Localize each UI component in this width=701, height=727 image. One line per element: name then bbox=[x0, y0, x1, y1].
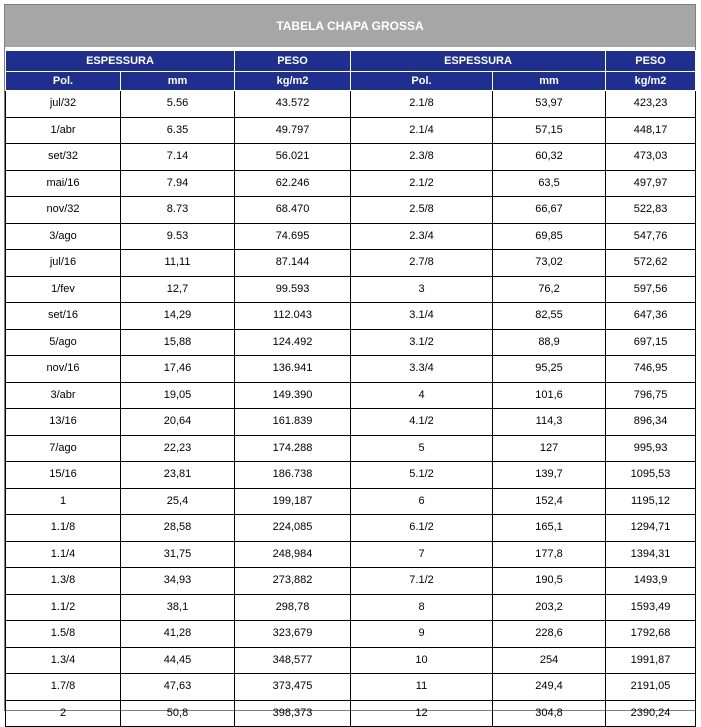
cell-mm-right: 177,8 bbox=[493, 541, 606, 568]
table-row bbox=[6, 117, 696, 144]
cell-mm-right: 249,4 bbox=[493, 674, 606, 701]
cell-kgm2-right: 896,34 bbox=[606, 409, 696, 436]
table-row bbox=[6, 223, 696, 250]
table-row bbox=[6, 462, 696, 489]
cell-mm-left: 25,4 bbox=[121, 488, 235, 515]
cell-kgm2-right: 1493,9 bbox=[606, 568, 696, 595]
cell-mm-right: 114,3 bbox=[493, 409, 606, 436]
cell-mm-left: 8.73 bbox=[121, 197, 235, 224]
table-row bbox=[6, 276, 696, 303]
cell-pol-right: 11 bbox=[351, 674, 493, 701]
cell-pol-left: 1.3/8 bbox=[6, 568, 121, 595]
unit-header-kgm2-right: kg/m2 bbox=[606, 72, 696, 91]
cell-kgm2-right: 697,15 bbox=[606, 329, 696, 356]
cell-mm-right: 190,5 bbox=[493, 568, 606, 595]
cell-mm-right: 139,7 bbox=[493, 462, 606, 489]
cell-pol-left: 1.7/8 bbox=[6, 674, 121, 701]
cell-kgm2-right: 1394,31 bbox=[606, 541, 696, 568]
cell-pol-right: 5 bbox=[351, 435, 493, 462]
header-espessura-right: ESPESSURA bbox=[351, 51, 606, 72]
cell-kgm2-left: 112.043 bbox=[235, 303, 351, 330]
cell-pol-right: 8 bbox=[351, 594, 493, 621]
table-row bbox=[6, 435, 696, 462]
cell-mm-right: 101,6 bbox=[493, 382, 606, 409]
cell-mm-left: 6.35 bbox=[121, 117, 235, 144]
cell-mm-left: 12,7 bbox=[121, 276, 235, 303]
thick-plate-table bbox=[5, 50, 696, 727]
cell-pol-right: 12 bbox=[351, 700, 493, 727]
cell-mm-left: 38,1 bbox=[121, 594, 235, 621]
cell-kgm2-right: 2390,24 bbox=[606, 700, 696, 727]
cell-mm-left: 5.56 bbox=[121, 91, 235, 118]
table-row bbox=[6, 382, 696, 409]
cell-mm-right: 165,1 bbox=[493, 515, 606, 542]
cell-pol-left: 2 bbox=[6, 700, 121, 727]
cell-kgm2-right: 1195,12 bbox=[606, 488, 696, 515]
cell-kgm2-left: 174.288 bbox=[235, 435, 351, 462]
cell-pol-right: 9 bbox=[351, 621, 493, 648]
table-row bbox=[6, 91, 696, 118]
cell-mm-left: 20,64 bbox=[121, 409, 235, 436]
cell-mm-left: 28,58 bbox=[121, 515, 235, 542]
cell-mm-right: 88,9 bbox=[493, 329, 606, 356]
table-row bbox=[6, 356, 696, 383]
cell-kgm2-left: 398,373 bbox=[235, 700, 351, 727]
cell-pol-right: 2.1/2 bbox=[351, 170, 493, 197]
cell-kgm2-left: 273,882 bbox=[235, 568, 351, 595]
cell-mm-right: 228,6 bbox=[493, 621, 606, 648]
table-frame bbox=[4, 4, 696, 719]
table-row bbox=[6, 515, 696, 542]
cell-kgm2-left: 248,984 bbox=[235, 541, 351, 568]
cell-pol-left: 3/ago bbox=[6, 223, 121, 250]
cell-kgm2-left: 199,187 bbox=[235, 488, 351, 515]
table-row bbox=[6, 250, 696, 277]
cell-kgm2-left: 43.572 bbox=[235, 91, 351, 118]
cell-mm-right: 304,8 bbox=[493, 700, 606, 727]
cell-kgm2-left: 161.839 bbox=[235, 409, 351, 436]
cell-pol-right: 4.1/2 bbox=[351, 409, 493, 436]
cell-pol-right: 2.3/4 bbox=[351, 223, 493, 250]
cell-pol-right: 2.1/8 bbox=[351, 91, 493, 118]
cell-pol-left: 1.1/4 bbox=[6, 541, 121, 568]
cell-mm-right: 57,15 bbox=[493, 117, 606, 144]
cell-kgm2-left: 124.492 bbox=[235, 329, 351, 356]
cell-mm-left: 34,93 bbox=[121, 568, 235, 595]
cell-kgm2-right: 647,36 bbox=[606, 303, 696, 330]
cell-kgm2-right: 1294,71 bbox=[606, 515, 696, 542]
cell-mm-right: 66,67 bbox=[493, 197, 606, 224]
cell-kgm2-right: 597,56 bbox=[606, 276, 696, 303]
cell-pol-left: 5/ago bbox=[6, 329, 121, 356]
cell-kgm2-left: 49.797 bbox=[235, 117, 351, 144]
cell-kgm2-left: 149.390 bbox=[235, 382, 351, 409]
cell-kgm2-left: 62.246 bbox=[235, 170, 351, 197]
cell-mm-left: 9.53 bbox=[121, 223, 235, 250]
cell-kgm2-right: 497,97 bbox=[606, 170, 696, 197]
cell-kgm2-left: 74.695 bbox=[235, 223, 351, 250]
cell-kgm2-right: 1991,87 bbox=[606, 647, 696, 674]
cell-pol-left: set/16 bbox=[6, 303, 121, 330]
cell-mm-right: 152,4 bbox=[493, 488, 606, 515]
cell-mm-left: 7.14 bbox=[121, 144, 235, 171]
cell-kgm2-left: 373,475 bbox=[235, 674, 351, 701]
cell-mm-left: 44,45 bbox=[121, 647, 235, 674]
cell-pol-left: 1.5/8 bbox=[6, 621, 121, 648]
unit-header-pol-left: Pol. bbox=[6, 72, 121, 91]
table-row bbox=[6, 568, 696, 595]
cell-pol-right: 4 bbox=[351, 382, 493, 409]
cell-kgm2-right: 796,75 bbox=[606, 382, 696, 409]
cell-kgm2-left: 186.738 bbox=[235, 462, 351, 489]
cell-kgm2-left: 298,78 bbox=[235, 594, 351, 621]
cell-mm-right: 82,55 bbox=[493, 303, 606, 330]
cell-pol-right: 3.1/2 bbox=[351, 329, 493, 356]
cell-mm-right: 69,85 bbox=[493, 223, 606, 250]
cell-pol-right: 10 bbox=[351, 647, 493, 674]
table-row bbox=[6, 647, 696, 674]
cell-pol-left: 1.1/2 bbox=[6, 594, 121, 621]
cell-pol-left: 1/fev bbox=[6, 276, 121, 303]
cell-kgm2-left: 136.941 bbox=[235, 356, 351, 383]
table-row bbox=[6, 674, 696, 701]
cell-pol-left: 1.3/4 bbox=[6, 647, 121, 674]
cell-kgm2-left: 323,679 bbox=[235, 621, 351, 648]
cell-kgm2-right: 448,17 bbox=[606, 117, 696, 144]
cell-mm-left: 17,46 bbox=[121, 356, 235, 383]
cell-kgm2-right: 1792,68 bbox=[606, 621, 696, 648]
cell-mm-left: 14,29 bbox=[121, 303, 235, 330]
cell-pol-left: mai/16 bbox=[6, 170, 121, 197]
cell-pol-right: 5.1/2 bbox=[351, 462, 493, 489]
cell-kgm2-right: 547,76 bbox=[606, 223, 696, 250]
cell-kgm2-left: 348,577 bbox=[235, 647, 351, 674]
cell-kgm2-left: 87.144 bbox=[235, 250, 351, 277]
cell-mm-right: 53,97 bbox=[493, 91, 606, 118]
cell-pol-left: 3/abr bbox=[6, 382, 121, 409]
table-row bbox=[6, 303, 696, 330]
unit-header-mm-right: mm bbox=[493, 72, 606, 91]
cell-pol-left: 1/abr bbox=[6, 117, 121, 144]
cell-mm-left: 41,28 bbox=[121, 621, 235, 648]
table-row bbox=[6, 197, 696, 224]
cell-pol-right: 7.1/2 bbox=[351, 568, 493, 595]
cell-pol-left: nov/16 bbox=[6, 356, 121, 383]
cell-pol-right: 6 bbox=[351, 488, 493, 515]
cell-mm-left: 23,81 bbox=[121, 462, 235, 489]
cell-kgm2-right: 572,62 bbox=[606, 250, 696, 277]
cell-mm-right: 95,25 bbox=[493, 356, 606, 383]
cell-pol-left: jul/32 bbox=[6, 91, 121, 118]
cell-pol-right: 2.7/8 bbox=[351, 250, 493, 277]
cell-mm-left: 15,88 bbox=[121, 329, 235, 356]
header-peso-right: PESO bbox=[606, 51, 696, 72]
cell-mm-left: 50,8 bbox=[121, 700, 235, 727]
cell-pol-right: 7 bbox=[351, 541, 493, 568]
unit-header-kgm2-left: kg/m2 bbox=[235, 72, 351, 91]
cell-kgm2-right: 1593,49 bbox=[606, 594, 696, 621]
cell-kgm2-right: 1095,53 bbox=[606, 462, 696, 489]
header-espessura-left: ESPESSURA bbox=[6, 51, 235, 72]
cell-mm-right: 254 bbox=[493, 647, 606, 674]
table-title: TABELA CHAPA GROSSA bbox=[5, 5, 695, 49]
cell-kgm2-right: 995,93 bbox=[606, 435, 696, 462]
cell-mm-left: 7.94 bbox=[121, 170, 235, 197]
cell-mm-left: 11,11 bbox=[121, 250, 235, 277]
unit-header-mm-left: mm bbox=[121, 72, 235, 91]
table-row bbox=[6, 144, 696, 171]
cell-kgm2-right: 746,95 bbox=[606, 356, 696, 383]
cell-mm-right: 73,02 bbox=[493, 250, 606, 277]
cell-pol-right: 2.5/8 bbox=[351, 197, 493, 224]
table-row bbox=[6, 594, 696, 621]
cell-kgm2-right: 2191,05 bbox=[606, 674, 696, 701]
cell-pol-left: 7/ago bbox=[6, 435, 121, 462]
cell-pol-left: 1 bbox=[6, 488, 121, 515]
table-row bbox=[6, 170, 696, 197]
cell-pol-right: 3.3/4 bbox=[351, 356, 493, 383]
table-row bbox=[6, 700, 696, 727]
cell-mm-left: 47,63 bbox=[121, 674, 235, 701]
cell-kgm2-right: 522,83 bbox=[606, 197, 696, 224]
table-row bbox=[6, 329, 696, 356]
cell-mm-right: 63,5 bbox=[493, 170, 606, 197]
cell-pol-left: set/32 bbox=[6, 144, 121, 171]
cell-pol-left: 13/16 bbox=[6, 409, 121, 436]
table-row bbox=[6, 409, 696, 436]
table-body bbox=[6, 91, 696, 727]
table-row bbox=[6, 488, 696, 515]
cell-kgm2-left: 99.593 bbox=[235, 276, 351, 303]
cell-kgm2-right: 473,03 bbox=[606, 144, 696, 171]
cell-mm-right: 203,2 bbox=[493, 594, 606, 621]
cell-kgm2-left: 224,085 bbox=[235, 515, 351, 542]
cell-kgm2-left: 56.021 bbox=[235, 144, 351, 171]
cell-mm-right: 60,32 bbox=[493, 144, 606, 171]
cell-kgm2-right: 423,23 bbox=[606, 91, 696, 118]
cell-mm-left: 22,23 bbox=[121, 435, 235, 462]
cell-kgm2-left: 68.470 bbox=[235, 197, 351, 224]
cell-pol-left: 15/16 bbox=[6, 462, 121, 489]
table-row bbox=[6, 541, 696, 568]
unit-header-pol-right: Pol. bbox=[351, 72, 493, 91]
cell-pol-right: 3.1/4 bbox=[351, 303, 493, 330]
table-row bbox=[6, 621, 696, 648]
header-peso-left: PESO bbox=[235, 51, 351, 72]
cell-mm-right: 76,2 bbox=[493, 276, 606, 303]
cell-pol-right: 2.3/8 bbox=[351, 144, 493, 171]
cell-pol-right: 6.1/2 bbox=[351, 515, 493, 542]
cell-pol-right: 2.1/4 bbox=[351, 117, 493, 144]
cell-pol-left: jul/16 bbox=[6, 250, 121, 277]
cell-pol-left: 1.1/8 bbox=[6, 515, 121, 542]
cell-mm-left: 19,05 bbox=[121, 382, 235, 409]
cell-mm-right: 127 bbox=[493, 435, 606, 462]
cell-pol-right: 3 bbox=[351, 276, 493, 303]
cell-pol-left: nov/32 bbox=[6, 197, 121, 224]
cell-mm-left: 31,75 bbox=[121, 541, 235, 568]
